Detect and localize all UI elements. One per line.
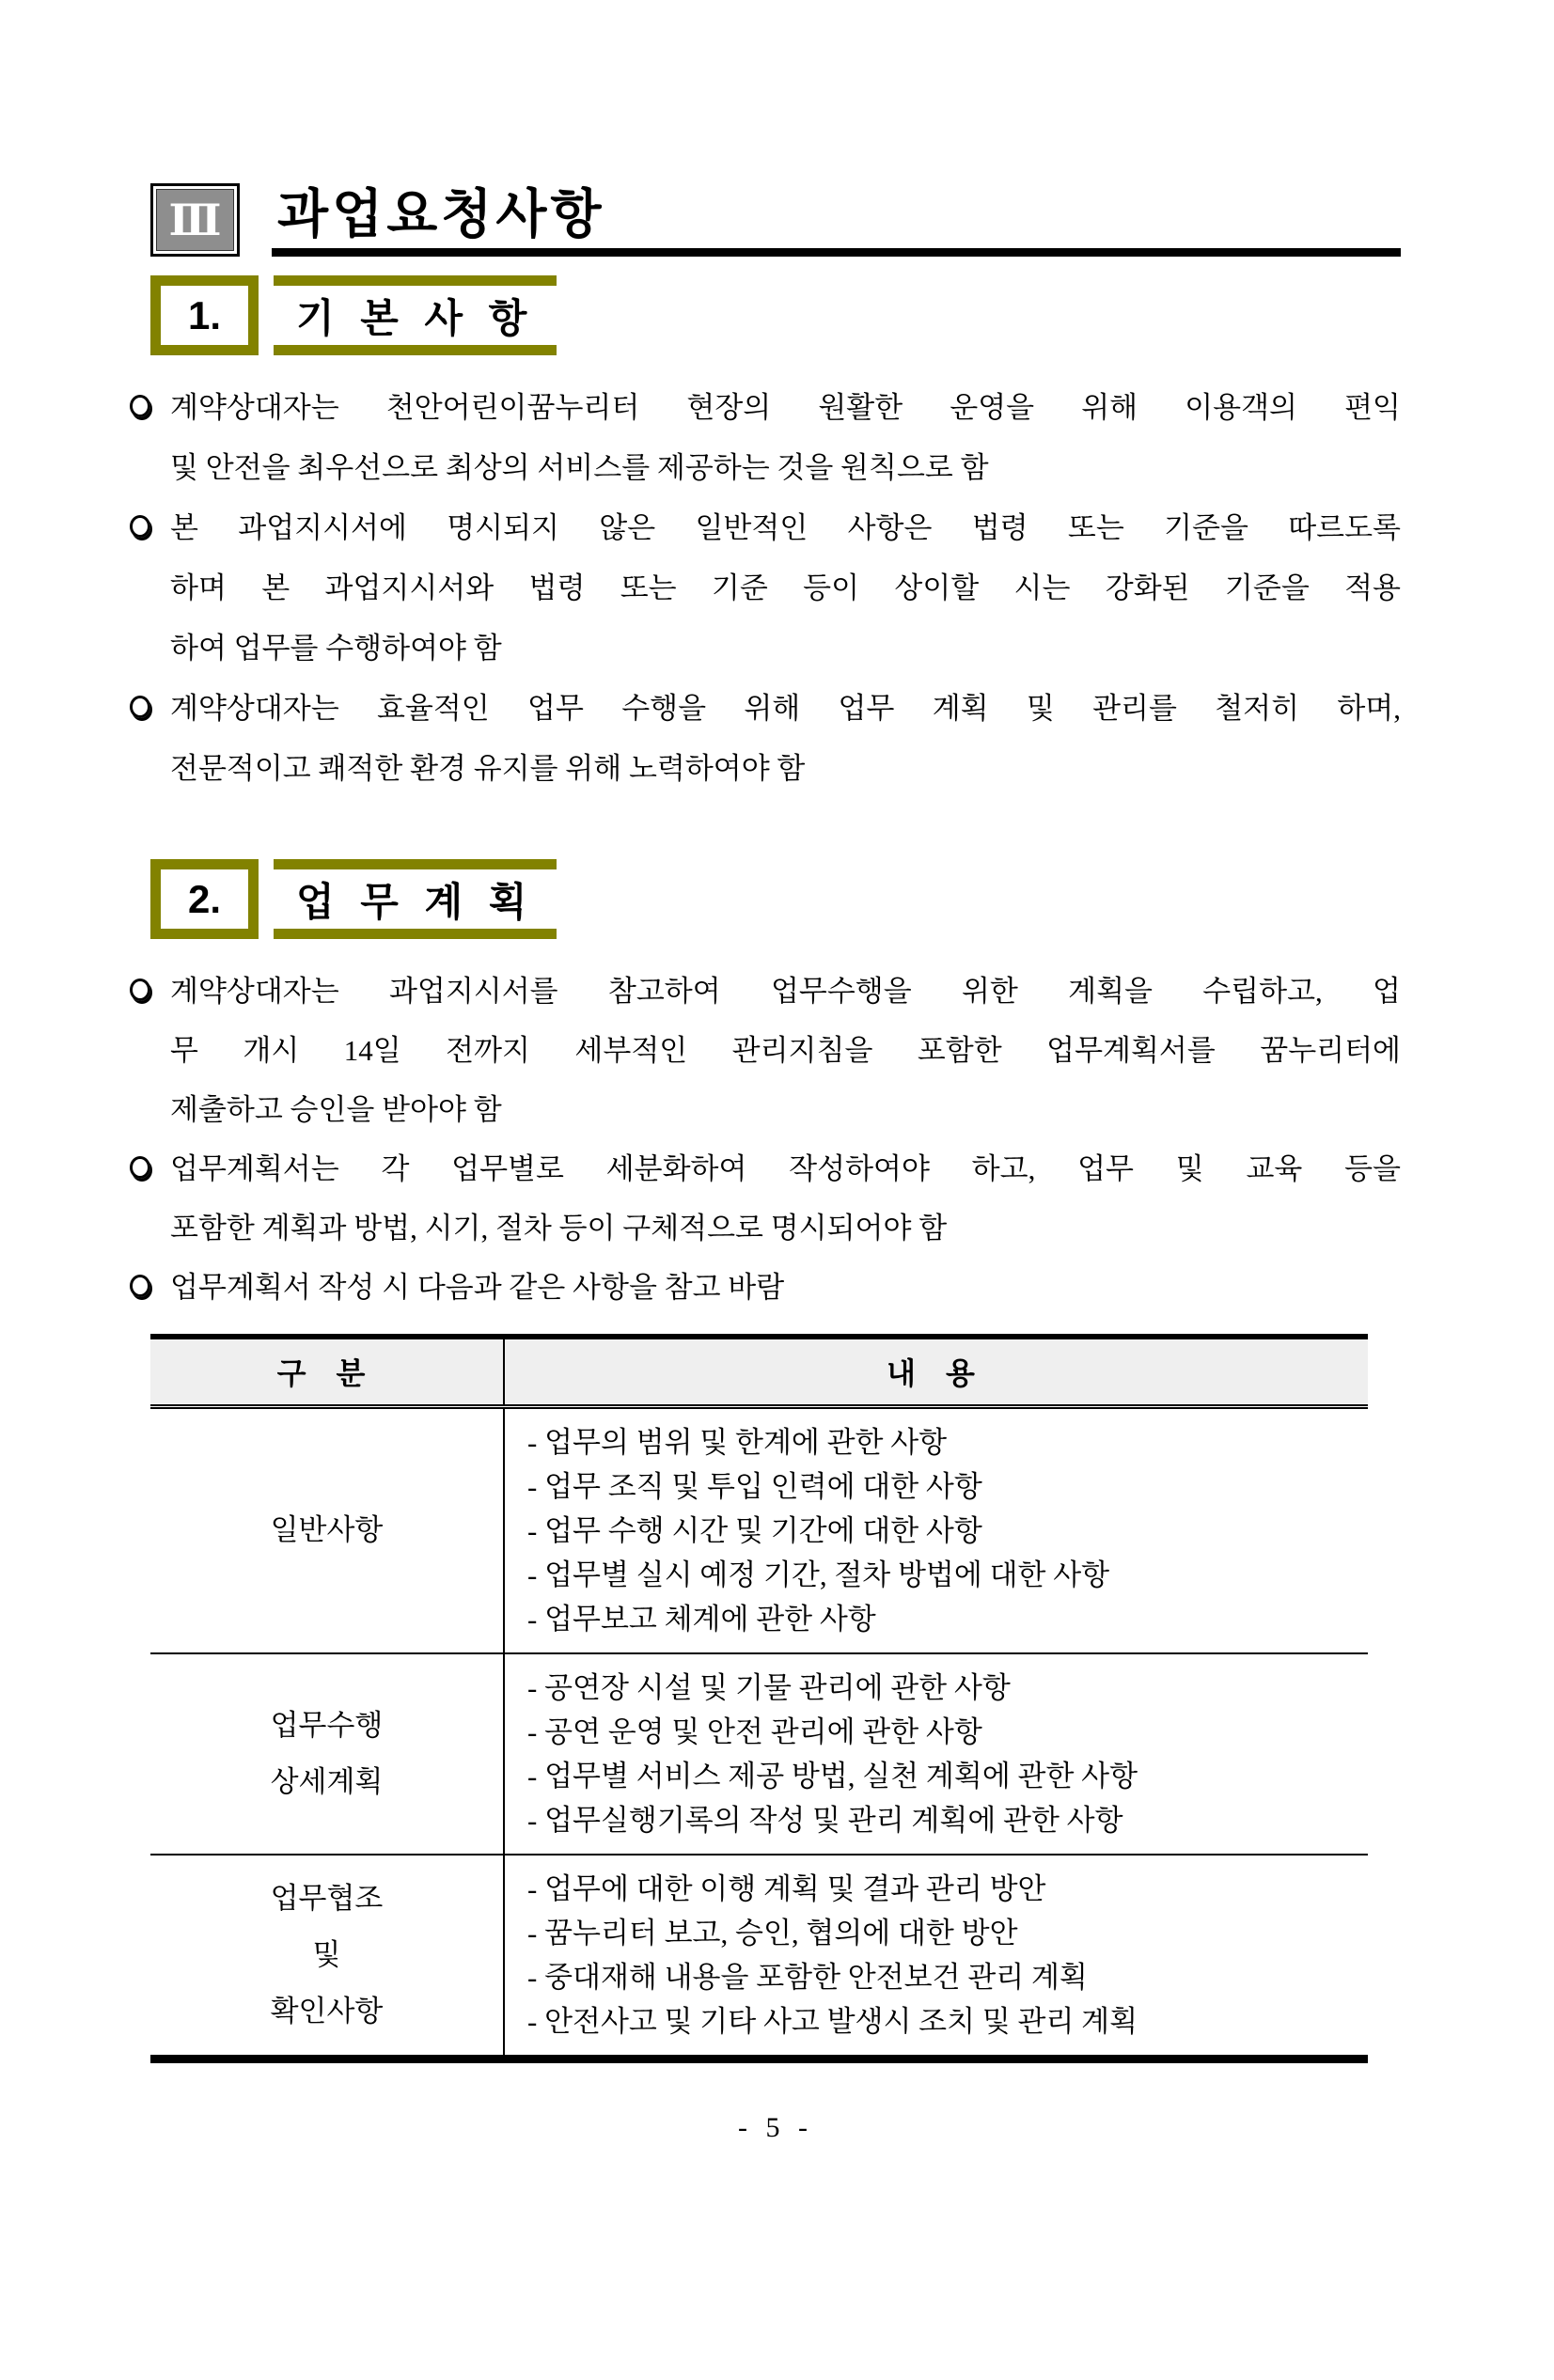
bullet-item [130,1258,1401,1317]
circle-bullet-icon [130,395,150,417]
table-row [150,1855,1368,2059]
chapter-marker: Ⅲ [156,189,234,251]
row-category-line: 업무협조 [270,1881,384,1915]
bullet-text-line: 및 안전을 최우선으로 최상의 서비스를 제공하는 것을 원칙으로 함 [170,451,989,484]
table-header [150,1337,1368,1406]
row-category-line: 확인사항 [270,1994,384,2028]
bullet-text [170,962,1401,1139]
content-item-line: - 업무보고 체계에 관한 사항 [527,1602,876,1636]
table-row [150,1653,1368,1855]
content-item-line: - 업무 조직 및 투입 인력에 대한 사항 [527,1469,982,1503]
section-1-bullet-list [130,378,1401,799]
bullet-text-line: 본 과업지시서에 명시되지 않은 일반적인 사항은 법령 또는 기준을 따르도록 [170,511,1401,544]
section-2-bullet-list [130,962,1401,1317]
circle-bullet-icon [130,1156,150,1179]
bullet-text-line: 업무계획서 작성 시 다음과 같은 사항을 참고 바람 [170,1271,785,1304]
table-header-category: 구 분 [150,1337,504,1406]
chapter-marker-box [150,183,240,257]
page-number: - 5 - [738,2111,813,2143]
bullet-text-line: 하며 본 과업지시서와 법령 또는 기준 등이 상이할 시는 강화된 기준을 적용 [170,572,1401,604]
row-category-line: 업무수행 [270,1708,384,1742]
table-header-content: 내 용 [504,1337,1368,1406]
bullet-item [130,679,1401,799]
content-item-line: - 업무 수행 시간 및 기간에 대한 사항 [527,1513,982,1547]
content-item-line: - 공연 운영 및 안전 관리에 관한 사항 [527,1715,982,1748]
bullet-item [130,498,1401,679]
row-category-label [150,1406,504,1653]
page-content [150,183,1401,2144]
section-1-title: 기 본 사 항 [274,275,557,355]
row-category-line: 및 [312,1937,341,1971]
bullet-text-line: 제출하고 승인을 받아야 함 [170,1093,502,1126]
bullet-item [130,378,1401,498]
work-plan-reference-table [150,1334,1368,2063]
bullet-text-line: 계약상대자는 효율적인 업무 수행을 위해 업무 계획 및 관리를 철저히 하며, [170,692,1401,725]
chapter-title-underline [272,184,1401,257]
section-2-number: 2. [150,859,259,939]
bullet-text [170,1258,1401,1317]
content-item-line: - 중대재해 내용을 포함한 안전보건 관리 계획 [527,1960,1088,1994]
bullet-text-line: 하여 업무를 수행하여야 함 [170,632,502,665]
circle-bullet-icon [130,696,150,718]
bullet-text-line: 전문적이고 쾌적한 환경 유지를 위해 노력하여야 함 [170,752,806,785]
circle-bullet-icon [130,1275,150,1297]
section-2-title: 업 무 계 획 [274,859,557,939]
content-item-line: - 안전사고 및 기타 사고 발생시 조치 및 관리 계획 [527,2004,1138,2038]
section-1-header [150,275,1401,355]
content-item-line: - 업무별 서비스 제공 방법, 실천 계획에 관한 사항 [527,1759,1138,1793]
bullet-text [170,378,1401,498]
table-header-row [150,1337,1368,1406]
row-category-label [150,1653,504,1855]
table-row [150,1406,1368,1653]
circle-bullet-icon [130,515,150,538]
bullet-text-line: 업무계획서는 각 업무별로 세분화하여 작성하여야 하고, 업무 및 교육 등을 [170,1152,1401,1185]
row-category-line: 일반사항 [270,1513,384,1546]
bullet-text [170,1139,1401,1258]
section-1-number: 1. [150,275,259,355]
bullet-text [170,679,1401,799]
bullet-text-line: 계약상대자는 과업지시서를 참고하여 업무수행을 위한 계획을 수립하고, 업 [170,975,1401,1008]
chapter-header [150,183,1401,257]
row-content-items [504,1855,1368,2059]
bullet-item [130,1139,1401,1258]
row-content-items [504,1406,1368,1653]
circle-bullet-icon [130,979,150,1001]
chapter-title: 과업요청사항 [277,184,605,244]
section-2-header [150,859,1401,939]
row-category-line: 상세계획 [270,1764,384,1798]
bullet-text [170,498,1401,679]
content-item-line: - 업무에 대한 이행 계획 및 결과 관리 방안 [527,1871,1046,1905]
bullet-text-line: 포함한 계획과 방법, 시기, 절차 등이 구체적으로 명시되어야 함 [170,1212,948,1245]
content-item-line: - 꿈누리터 보고, 승인, 협의에 대한 방안 [527,1916,1018,1949]
table-body [150,1406,1368,2059]
content-item-line: - 업무실행기록의 작성 및 관리 계획에 관한 사항 [527,1803,1123,1837]
content-item-line: - 업무별 실시 예정 기간, 절차 방법에 대한 사항 [527,1558,1110,1591]
document-page [0,183,1554,2380]
row-content-items [504,1653,1368,1855]
content-item-line: - 업무의 범위 및 한계에 관한 사항 [527,1425,948,1459]
content-item-line: - 공연장 시설 및 기물 관리에 관한 사항 [527,1670,1011,1704]
bullet-item [130,962,1401,1139]
bullet-text-line: 계약상대자는 천안어린이꿈누리터 현장의 원활한 운영을 위해 이용객의 편익 [170,391,1401,424]
bullet-text-line: 무 개시 14일 전까지 세부적인 관리지침을 포함한 업무계획서를 꿈누리터에 [170,1034,1401,1067]
row-category-label [150,1855,504,2059]
